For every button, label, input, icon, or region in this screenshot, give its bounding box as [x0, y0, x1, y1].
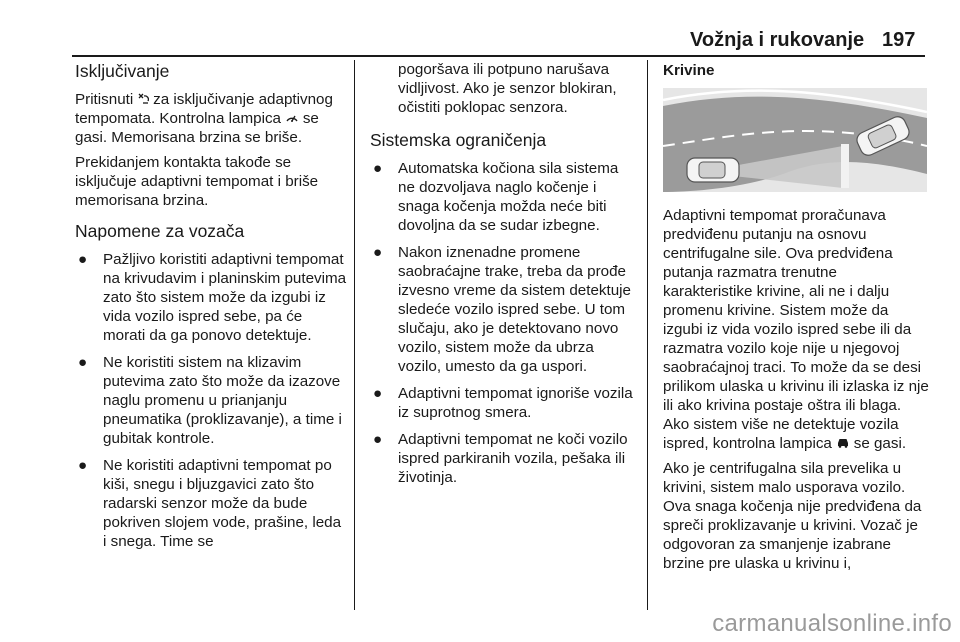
bullet-icon: ● — [373, 244, 383, 261]
bullet-icon: ● — [373, 385, 383, 402]
text-fragment: se gasi. Memorisana brzina se briše. — [75, 110, 319, 146]
list-item — [75, 353, 347, 448]
paragraph-prekidanje: Prekidanjem kontakta takođe se isključuje adaptivni tempomat i briše memorisana brzina. — [75, 154, 319, 209]
paragraph-krivine-2: Ako je centrifugalna sila prevelika u krivini, sistem malo usporava vozilo. Ova snaga kočenja nije predviđena da spreči proklizavanje u krivini. Vozač je odgovoran za smanjenje izabrane brzine pre ulaska u krivinu i, — [663, 460, 922, 572]
cruise-off-icon — [137, 92, 153, 107]
column-3 — [663, 60, 929, 579]
list-item — [370, 159, 636, 235]
column-1 — [75, 60, 347, 559]
column-divider-1 — [354, 60, 355, 610]
bullet-list-napomene — [75, 250, 347, 551]
paragraph-krivine-1 — [663, 206, 929, 453]
text-fragment: za isključivanje adaptivnog tempomata. Kontrolna lampica — [75, 91, 333, 127]
bullet-icon: ● — [78, 354, 88, 371]
cruise-lamp-icon — [285, 111, 303, 126]
vehicle-ahead-lamp-icon — [836, 436, 854, 451]
list-item — [370, 384, 636, 422]
list-item — [75, 250, 347, 345]
list-item-text: Ne koristiti adaptivni tempomat po kiši, snegu i bljuzgavici zato što radarski senzor može da bude pokriven slojem vode, prašine, leda i snega. Time se — [103, 457, 342, 550]
watermark: carmanualsonline.info — [712, 610, 952, 637]
bullet-icon: ● — [373, 431, 383, 448]
section-heading-napomene: Napomene za vozača — [75, 221, 245, 241]
text-fragment: Pritisnuti — [75, 91, 138, 108]
list-item — [370, 430, 636, 487]
curve-illustration — [663, 88, 927, 192]
list-item-text: Nakon iznenadne promene saobraćajne trake, treba da prođe izvesno vreme da sistem detektuje sledeće vozilo ispred sebe. U tom slučaju, ako je detektovano novo vozilo, sistem može da ubrza vozilo, umesto da ga uspori. — [398, 244, 631, 375]
text-fragment: lampica — [779, 435, 837, 452]
column-divider-2 — [647, 60, 648, 610]
own-car-icon — [687, 158, 739, 182]
bullet-icon: ● — [78, 457, 88, 474]
section-heading-krivine: Krivine — [663, 62, 715, 79]
text-fragment: se gasi. — [853, 435, 907, 452]
list-item — [370, 243, 636, 376]
bullet-list-ogranicenja — [370, 159, 636, 487]
list-item-text: Pažljivo koristiti adaptivni tempomat na krivudavim i planinskim putevima zato što sistem može da izgubi iz vida vozilo ispred sebe, pa će morati da ga ponovo detektuje. — [103, 251, 347, 344]
list-item — [75, 456, 347, 551]
list-item-text: Adaptivni tempomat ignoriše vozila iz suprotnog smera. — [398, 385, 633, 421]
list-item-text: Automatska kočiona sila sistema ne dozvoljava naglo kočenje i snaga kočenja možda neće biti dovoljna da se sudar izbegne. — [398, 160, 619, 234]
section-heading-sistemska-ogranicenja: Sistemska ograničenja — [370, 130, 547, 150]
text-fragment: Adaptivni tempomat proračunava predviđenu putanju na osnovu centrifugalne sile. Ova predviđena putanja razmatra trenutne karakteristike krivine, ali ne i dalju promenu krivine. Sistem može da izgubi iz vida vozilo ispred sebe ili da razmatra vozilo koje nije u njegovoj saobraćajnoj traci. To može da se desi prilikom ulaska u krivinu ili izlaska iz nje ili ako krivina postaje oštra ili blaga. Ako sistem više ne detektuje vozila ispred, kontrolna — [663, 207, 929, 452]
list-item-text: Adaptivni tempomat ne koči vozilo ispred parkiranih vozila, pešaka ili životinja. — [398, 431, 628, 486]
paragraph-continuation: pogoršava ili potpuno narušava vidljivost. Ako je senzor blokiran, očistiti poklopac senzora. — [398, 61, 617, 116]
list-item-text: Ne koristiti sistem na klizavim putevima zato što može da izazove naglu promenu u prianjanju pneumatika (proklizavanje), a time i gubitak kontrole. — [103, 354, 342, 447]
page-header-title: Vožnja i rukovanje — [690, 29, 865, 51]
column-2 — [370, 60, 636, 495]
header-divider — [72, 55, 925, 57]
bullet-icon: ● — [373, 160, 383, 177]
section-heading-iskljucivanje: Isključivanje — [75, 61, 170, 81]
paragraph-iskljucivanje — [75, 90, 347, 147]
bullet-icon: ● — [78, 251, 88, 268]
page-number: 197 — [882, 29, 916, 51]
